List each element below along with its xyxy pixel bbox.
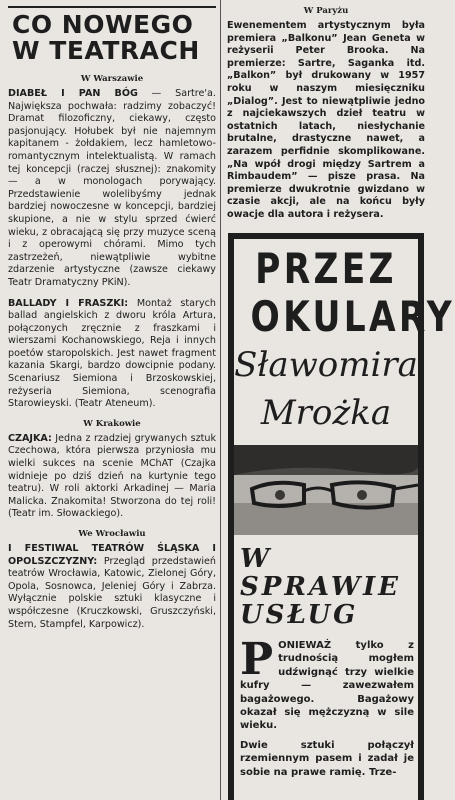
review-diabel <box>8 88 216 290</box>
paris-column <box>227 6 425 222</box>
feature-lead-text: ONIEWAŻ tylko z trudnością mogłem udźwignąć trzy wielkie kufry — zawezwałem bagażowego. Bagażowy okazał się mężczyzną w sile wieku. <box>240 640 414 732</box>
author-portrait-photo <box>234 445 418 535</box>
city-heading-krakow: W Krakowie <box>83 418 141 429</box>
feature-title-line-1: PRZEZ <box>255 244 397 293</box>
review-title: DIABEŁ I PAN BÓG <box>8 88 138 99</box>
paris-report: Ewenementem artystycznym była premiera „Balkonu” Jean Geneta w reżyserii Peter Brooka. Na premierze: Sartre, Saganka itd. „Balkon” był drukowany w 1957 roku w naszym miesięczniku „Dialog”. Jest to niewątpliwie jedno z najciekawszych dzieł teatru w ostatnich latach, niesłychanie brutalne, drastyczne nawet, a zarazem perfidnie skomplikowane. „Na wpół drogi między Sartrem a Rimbaudem” — pisze prasa. Na premierze dwukrotnie gwizdano w czasie akcji, ale na końcu były owacje dla autora i reżysera. <box>227 20 425 220</box>
review-body: Montaż starych ballad angielskich z dworu króla Artura, połączonych zręcznie z fraszkami i wierszami Kochanowskiego, Reja i innych poetów staropolskich. Jest nawet fragment kazania Skargi, bardzo dowcipnie podany. Scenariusz Siemiona i Brzoskowskiej, reżyseria Siemiona, scenografia Starowieyski. (Teatr Ateneum). <box>8 297 216 410</box>
review-title: BALLADY I FRASZKI: <box>8 297 129 309</box>
section-masthead <box>12 12 216 64</box>
review-body: Jedna z rzadziej grywanych sztuk Czechowa, która pierwsza przyniosła mu wielki sukces na scenie MChAT (Czajka widnieje po dziś dzień na kurtynie tego teatru). W roli aktorki Arkadinej — Maria Malicka. Znakomita! Stworzona do tej roli! (Teatr im. Słowackiego). <box>8 432 216 520</box>
feature-headline <box>240 545 418 629</box>
review-body: — Sartre'a. Największa pochwała: radzimy zobaczyć! Dramat filozoficzny, ciekawy, często pasjonujący. Hołubek był nie najemnym kapitanem - żołdakiem, lecz hamletowo-romantycznym intelektualistą. W ramach tej koncepcji (raczej słusznej): znakomity — a w monologach porywający. Przedstawienie wolelibyśmy jednak bardziej nowoczesne w koncepcji, bardziej skupione, a nie w stylu sprzed ćwierć wieku, z obracającą się przy muzyce sceną i z operowymi chórami. Mimo tych zastrzeżeń, niewątpliwie wybitne zdarzenie artystyczne (zawsze ciekawy Teatr Dramatyczny PKiN). <box>8 88 216 288</box>
feature-author-line-2: Mrożka <box>260 393 392 433</box>
review-festiwal <box>8 543 216 631</box>
city-heading-warsaw: W Warszawie <box>80 74 144 84</box>
theatre-column <box>8 6 216 639</box>
review-ballady <box>8 298 216 411</box>
review-title: CZAJKA: <box>8 432 52 444</box>
feature-lead-paragraph <box>240 634 414 733</box>
feature-box <box>228 233 455 800</box>
masthead-line-2: W TEATRACH <box>12 36 200 65</box>
feature-title <box>250 244 455 341</box>
feature-headline-line-1: W SPRAWIE <box>240 544 401 602</box>
city-heading-paris: W Paryżu <box>303 6 349 16</box>
masthead-rule <box>8 6 216 8</box>
feature-author <box>234 341 418 437</box>
city-heading-wroclaw: We Wrocławiu <box>78 529 146 539</box>
drop-cap: P <box>240 634 274 685</box>
review-body: Przegląd przedstawień teatrów Wrocławia, Katowic, Zielonej Góry, Opola, Sosnowca, Jeleniej Góry i Zabrza. Wyłącznie polskie sztuki klasyczne i współczesne (Kruczkowski, Gruszczyński, Stern, Stampfel, Karpowicz). <box>8 555 216 630</box>
masthead-line-1: CO NOWEGO <box>12 10 194 39</box>
feature-paragraph-2: Dwie sztuki połączył rzemiennym pasem i zadał je sobie na prawe ramię. Trze- <box>240 739 414 778</box>
column-divider <box>220 0 221 800</box>
review-title: I FESTIWAL TEATRÓW ŚLĄSKA I OPOLSZCZYZNY: <box>8 543 216 567</box>
feature-headline-line-2: USŁUG <box>240 600 359 630</box>
feature-title-line-2: OKULARY <box>250 292 455 341</box>
feature-body <box>240 634 414 779</box>
feature-author-line-1: Sławomira <box>234 345 418 385</box>
review-czajka <box>8 433 216 521</box>
